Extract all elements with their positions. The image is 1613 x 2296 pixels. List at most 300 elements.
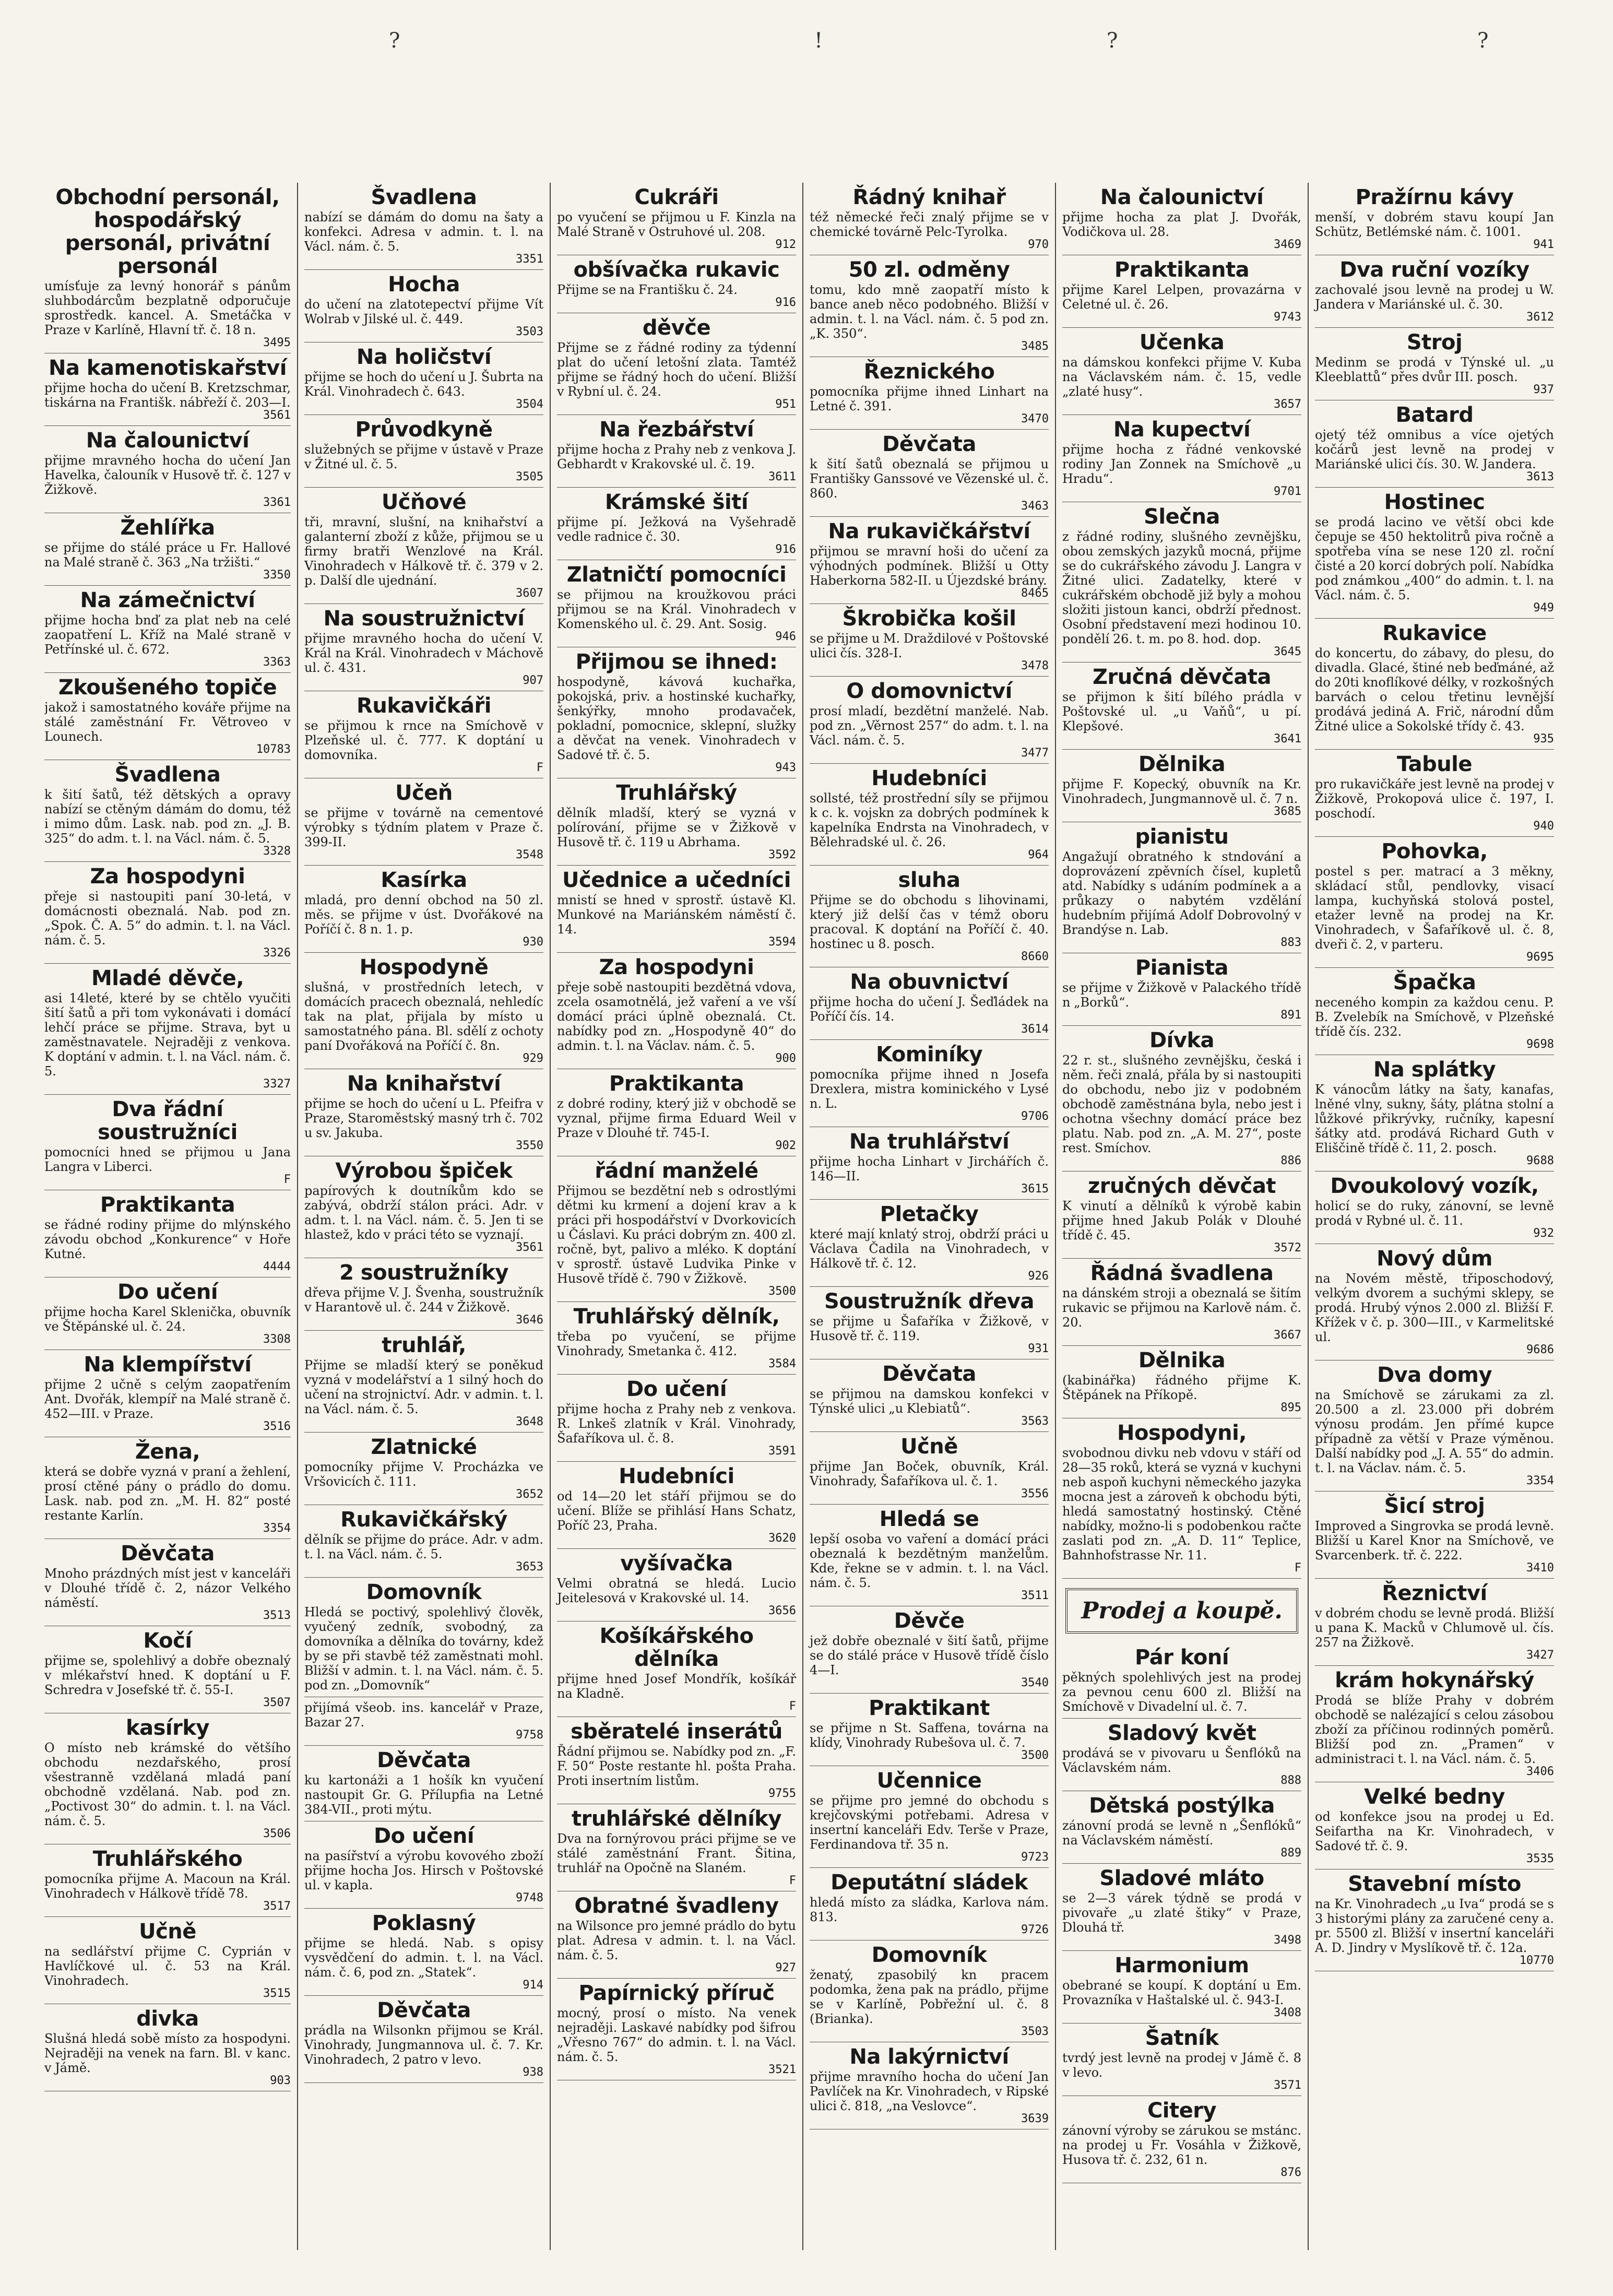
ad-number: 3652: [516, 1488, 543, 1501]
ad-heading: vyšívačka: [620, 1552, 733, 1576]
ad-heading: Velké bedny: [1364, 1785, 1505, 1809]
ad-heading: Za hospodyni: [90, 865, 245, 889]
ad-body: na Smíchově se zárukami za zl. 20.500 a zl. 23.000 při dobrém výnosu prodám. Jen přímé kupce případně za větší v Praze výměnou. Další nabídky pod „J. A. 55“ do admin. t. l. na Václav. nám. č. 5.: [1315, 1388, 1554, 1475]
ad-heading: Na čalounictví: [1100, 185, 1264, 209]
classified-ad: [1315, 1055, 1554, 1171]
ad-number: 3561: [516, 1241, 543, 1254]
classified-ad: [1062, 415, 1301, 502]
classified-ad: [810, 1766, 1049, 1868]
ad-number: 8660: [1021, 950, 1049, 963]
classified-ad: [810, 967, 1049, 1040]
classified-ad: [304, 778, 543, 866]
ad-body: K vánocům látky na šaty, kanafas, lněné vlny, sukny, šáty, plátna stolní a lůžkové přikrývky, ručníky, kapesní šátky atd. prodává Richard Guth v Eliščině třídě č. 11, 2. posch.: [1315, 1082, 1554, 1155]
ad-heading: Učednice a učedníci: [562, 868, 791, 892]
ad-number: 907: [523, 674, 543, 687]
ad-number: 3620: [768, 1532, 796, 1545]
ad-heading: Zručná děvčata: [1093, 665, 1271, 689]
page-mark: ?: [1477, 29, 1489, 53]
classified-ad: [810, 1359, 1049, 1432]
ad-number: 3657: [1274, 398, 1301, 411]
classified-ad: [557, 953, 796, 1069]
classified-ad: [1315, 1579, 1554, 1666]
classified-ad: [557, 866, 796, 953]
ad-heading: Na lakýrnictví: [849, 2045, 1009, 2069]
ad-body: se přijme u M. Draždilové v Poštovské ulici čís. 328-I.: [810, 631, 1049, 660]
classified-ad: [304, 1909, 543, 1996]
ad-body: se řádné rodiny přijme do mlýnského závodu obchod „Konkurence“ v Hoře Kutné.: [44, 1217, 291, 1261]
ad-body: přijme se hoch do učení u J. Šubrta na Král. Vinohradech č. 643.: [304, 370, 543, 399]
ad-body: přijme hocha Karel Sklenička, obuvník ve Štěpánské ul. č. 24.: [44, 1305, 291, 1334]
classified-ad: [810, 1505, 1049, 1606]
classified-ad: [44, 673, 291, 760]
ad-heading: zručných děvčat: [1087, 1174, 1276, 1198]
ad-heading: Řeznictví: [1382, 1581, 1487, 1605]
ad-body: zánovní výroby se zárukou se mstánc. na prodej u Fr. Vosáhla v Žižkově, Husova tř. č. 232, 61 n.: [1062, 2123, 1301, 2167]
classified-ad: [1062, 255, 1301, 328]
ad-body: přijme hocha do učení B. Kretzschmar, tiskárna na Františk. nábřeží č. 203—I.: [44, 381, 291, 410]
ad-heading: O domovnictví: [846, 679, 1012, 703]
ad-number: 3495: [263, 336, 291, 349]
classified-ad: [44, 1350, 291, 1437]
ad-body: přijme hocha z Prahy neb z venkova. R. Lnkeš zlatník v Král. Vinohrady, Šafaříkova ul. č. 8.: [557, 1402, 796, 1446]
ad-number: 3500: [1021, 1749, 1049, 1762]
classified-ad: [1315, 183, 1554, 255]
classified-ad: [557, 1891, 796, 1979]
ad-number: 9755: [768, 1787, 796, 1800]
ad-body: přeje si nastoupiti paní 30-letá, v domácnosti obeznalá. Nab. pod zn. „Spok. Č. A. 5“ do admin. t. l. na Václ. nám. č. 5.: [44, 889, 291, 948]
ad-number: 3469: [1274, 238, 1301, 251]
ad-body: k šití šatů, též dětských a opravy nabízí se ctěným dámám do domu, též i mimo dům. Lask. nab. pod zn. „J. B. 325“ do adm. t. l. na Václ. nám. č. 5.: [44, 787, 291, 846]
ad-body: hospodyně, kávová kuchařka, pokojská, priv. a hostinské kuchařky, šenkýřky, mnoho prodavaček, pokladní, pomocnice, sklepní, služky a děvčat na venek. Vinohradech v Sadové tř. č. 5.: [557, 674, 796, 762]
classified-ad: [44, 1844, 291, 1917]
classified-ad: [810, 866, 1049, 967]
ad-number: 3503: [1021, 2025, 1049, 2038]
ad-number: 891: [1280, 1009, 1301, 1022]
ad-heading: Hocha: [388, 273, 460, 297]
classified-ad: [1315, 750, 1554, 837]
ad-number: 3463: [1021, 500, 1049, 513]
ad-body: papírových k doutníkům kdo se zabývá, obdrží stálon práci. Adr. v adm. t. l. na Václ. nám. č. 5. Jen ti se hlastež, kdo v práci této se vyznají.: [304, 1183, 543, 1242]
ad-body: přijme hocha bnď za plat neb na celé zaopatření L. Kříž na Malé straně v Petřínské ul. č. 672.: [44, 613, 291, 657]
ad-body: Řádní přijmou se. Nabídky pod zn. „F. F. 50“ Poste restante hl. pošta Praha. Proti insertním listům.: [557, 1744, 796, 1788]
classified-ad: [1062, 1864, 1301, 1951]
ad-heading: Harmonium: [1114, 1954, 1249, 1978]
ad-body: přijme hned Josef Mondřík, košíkář na Kladně.: [557, 1672, 796, 1701]
ad-heading: Soustružník dřeva: [824, 1289, 1034, 1313]
ad-number: 3656: [768, 1604, 796, 1617]
classified-ad: [1062, 1346, 1301, 1418]
ad-heading: Rukavičkáři: [357, 694, 491, 718]
ad-number: 926: [1028, 1270, 1049, 1283]
ad-body: se přijme u Šafaříka v Žižkově, v Husově tř. č. 119.: [810, 1314, 1049, 1343]
classified-ad: [304, 1331, 543, 1433]
ad-number: 3354: [263, 1522, 291, 1535]
ad-number: 9726: [1021, 1923, 1049, 1936]
classified-ad: [44, 1437, 291, 1539]
ad-body: Medinm se prodá v Týnské ul. „u Kleeblattů“ přes dvůr III. posch.: [1315, 355, 1554, 384]
column-4: [802, 183, 1055, 2250]
ad-number: 931: [1028, 1342, 1049, 1355]
ad-heading: Na kamenotiskařství: [49, 356, 287, 380]
column-1: [44, 183, 297, 2250]
ad-body: pomocníka přijme A. Macoun na Král. Vinohradech v Hálkově třídě 78.: [44, 1872, 291, 1901]
ad-number: 9723: [1021, 1851, 1049, 1864]
classified-ad: [810, 764, 1049, 866]
ad-number: 3515: [263, 1987, 291, 2000]
classified-ad: [304, 342, 543, 415]
ad-body: K vinutí a dělníků k výrobě kabin přijme hned Jakub Polák v Dlouhé třídě č. 45.: [1062, 1199, 1301, 1242]
ad-body: přijme mravného hocha do učení V. Král na Král. Vinohradech v Máchově ul. č. 431.: [304, 631, 543, 675]
classified-ad: [810, 183, 1049, 255]
ad-body: asi 14leté, které by se chtělo vyučiti šití šatů a při tom vykonávati i domácí lehčí práce se přijme. Strava, byt u zaměstnavatele. Nejraději z venkova. K doptání v admin. t. l. na Václ. nám. č. 5.: [44, 991, 291, 1079]
ad-number: 916: [775, 543, 796, 556]
ad-heading: Praktikanta: [609, 1072, 744, 1096]
classified-ad: [304, 1156, 543, 1258]
ad-number: 9758: [516, 1729, 543, 1742]
classified-ad: [810, 1287, 1049, 1359]
ad-heading: sběratelé inserátů: [571, 1720, 782, 1744]
ad-body: mnistí se hned v sprostř. ústavě Kl. Munkové na Mariánském náměstí č. 14.: [557, 893, 796, 937]
ad-body: služebných se přijme v ústavě v Praze v Žitné ul. č. 5.: [304, 442, 543, 471]
classified-ad: [1315, 1360, 1554, 1492]
ad-number: 3477: [1021, 747, 1049, 760]
classified-ad: [304, 1258, 543, 1331]
ad-body: přijme Karel Lelpen, provazárna v Celetné ul. č. 26.: [1062, 282, 1301, 312]
classified-ad: [1062, 1259, 1301, 1346]
classified-ad: [304, 1433, 543, 1505]
ad-body: na Kr. Vinohradech „u Iva“ prodá se s 3 historými plány za zaručené ceny a. pr. 5500 zl. Bližší v insertní kanceláři A. D. Jindry v Myslíkově tř. č. 12a.: [1315, 1897, 1554, 1955]
ad-number: 3328: [263, 845, 291, 858]
ad-body: do učení na zlatotepectví přijme Vít Wolrab v Jilské ul. č. 449.: [304, 297, 543, 326]
ad-body: přijme pí. Ježková na Vyšehradě vedle radnice č. 30.: [557, 515, 796, 544]
classified-ad: [810, 1200, 1049, 1287]
ad-number: 3572: [1274, 1241, 1301, 1254]
ad-number: 932: [1533, 1227, 1554, 1240]
ad-body: se přijmon k šití bílého prádla v Poštovské ul. „u Vaňů“, u pí. Klepšové.: [1062, 690, 1301, 733]
classified-ad: [1062, 822, 1301, 953]
ad-body: na dámskou konfekci přijme V. Kuba na Václavském nám. č. 15, vedle „zlaté husy“.: [1062, 355, 1301, 399]
ad-heading: Praktikanta: [100, 1193, 235, 1217]
ad-number: 8465: [1021, 587, 1049, 600]
classified-ad: [44, 2004, 291, 2091]
ad-body: přijme hocha z Prahy neb z venkova J. Gebhardt v Krakovské ul. č. 19.: [557, 442, 796, 471]
ad-number: 3351: [516, 253, 543, 266]
ad-heading: Praktikant: [869, 1696, 990, 1720]
ad-heading: Tabule: [1396, 752, 1473, 776]
ad-body: lepší osoba vo vaření a domácí práci obeznalá k bezdětným manželům. Kde, řekne se v admin. t. l. na Václ. nám. č. 5.: [810, 1532, 1049, 1590]
ad-heading: Učňové: [381, 490, 467, 514]
ad-heading: obšívačka rukavic: [573, 258, 780, 282]
ad-number: 3517: [263, 1900, 291, 1913]
column-2: [297, 183, 550, 2250]
ad-heading: Truhlářský: [616, 781, 737, 805]
ad-body: (kabinářka) řádného přijme K. Štěpánek na Příkopě.: [1062, 1373, 1301, 1402]
ad-heading: Děvčata: [121, 1542, 215, 1566]
classified-ad: [304, 953, 543, 1069]
ad-body: ženatý, zpasobilý kn pracem podomka, žena pak na prádlo, přijme se v Karlíně, Pobřežní ul. č. 8 (Brianka).: [810, 1968, 1049, 2026]
ad-heading: krám hokynářský: [1335, 1668, 1534, 1693]
ad-heading: Zkoušeného topiče: [58, 676, 277, 700]
ad-number: F: [283, 1173, 291, 1186]
ad-heading: Dva ruční vozíky: [1339, 258, 1529, 282]
ad-number: 3641: [1274, 732, 1301, 745]
ad-heading: sluha: [898, 868, 960, 892]
ad-number: 937: [1533, 383, 1554, 396]
ad-body: se přijmou na damskou konfekci v Týnské ulici „u Klebiatů“.: [810, 1387, 1049, 1416]
ad-heading: Na obuvnictví: [850, 970, 1009, 994]
page-mark: !: [814, 29, 823, 53]
ad-number: 3646: [516, 1313, 543, 1327]
classified-ad: [1062, 953, 1301, 1026]
ad-body: přijme hocha Linhart v Jirchářích č. 146—II.: [810, 1154, 1049, 1183]
classified-ad: [557, 560, 796, 647]
ad-number: 3478: [1021, 659, 1049, 672]
ad-heading: Šatník: [1145, 2026, 1219, 2050]
ad-number: 3556: [1021, 1487, 1049, 1500]
ad-number: 916: [775, 296, 796, 309]
ad-body: přijme F. Kopecký, obuvník na Kr. Vinohradech, Jungmannově ul. č. 7 n.: [1062, 777, 1301, 806]
ad-number: 3594: [768, 936, 796, 949]
classified-ad: [557, 1069, 796, 1156]
classified-ad: [557, 1622, 796, 1717]
ad-body: Mnoho prázdných míst jest v kanceláři v Dlouhé třídě č. 2, názor Velkého náměstí.: [44, 1566, 291, 1610]
ad-number: 3500: [768, 1285, 796, 1298]
ad-heading: Na truhlářství: [849, 1130, 1010, 1154]
ad-heading: Hudebníci: [871, 766, 987, 790]
classified-ad: [1315, 255, 1554, 328]
ad-number: 3505: [516, 470, 543, 483]
ad-heading: Obratné švadleny: [574, 1894, 779, 1918]
ad-heading: Na řezbářství: [599, 418, 754, 442]
ad-heading: Žena,: [135, 1440, 200, 1464]
ad-body: přeje sobě nastoupiti bezdětná vdova, zcela osamotnělá, jež vaření a ve vší domácí práci úplně obeznalá. Ct. nabídky pod zn. „Hospodyně 40“ do admin. t. l. na Václav. nám. č. 5.: [557, 980, 796, 1053]
classified-ad: [810, 1040, 1049, 1127]
classified-ad: [1315, 1782, 1554, 1869]
ad-number: 886: [1280, 1154, 1301, 1167]
classified-ad: [44, 964, 291, 1095]
classified-ad: [44, 1190, 291, 1277]
classified-ad: [557, 1549, 796, 1622]
ad-heading: Dělnika: [1138, 1348, 1226, 1372]
ad-number: 3592: [768, 848, 796, 861]
ad-number: 3427: [1526, 1649, 1554, 1662]
ad-heading: Na splátky: [1373, 1058, 1496, 1082]
ad-number: 883: [1280, 936, 1301, 949]
ad-body: v dobrém chodu se levně prodá. Bližší u pana K. Macků v Chlumově ul. čís. 257 na Žižkově.: [1315, 1606, 1554, 1650]
column-5: [1055, 183, 1308, 2250]
ad-number: 3327: [263, 1078, 291, 1091]
ad-heading: Řádný knihař: [852, 185, 1006, 209]
ad-heading: Švadlena: [371, 185, 477, 209]
ad-heading: Domovník: [366, 1580, 482, 1604]
ad-body: z dobré rodiny, který již v obchodě se vyznal, přijme firma Eduard Weil v Praze v Dlouhé tř. 745-I.: [557, 1096, 796, 1140]
ad-heading: Krámské šití: [604, 490, 749, 514]
ad-body: dělník se přijme do práce. Adr. v adm. t. l. na Václ. nám. č. 5.: [304, 1532, 543, 1561]
classified-ad: [1062, 2096, 1301, 2183]
ad-body: ku kartonáži a 1 hošík kn vyučení nastoupit Gr. G. Přílupfia na Letné 384-VII., proti mýtu.: [304, 1773, 543, 1817]
ad-heading: pianistu: [1135, 825, 1229, 849]
ad-number: 3639: [1021, 2112, 1049, 2125]
ad-heading: Hudebníci: [619, 1464, 734, 1488]
ad-heading: Řádná švadlena: [1090, 1261, 1274, 1285]
classified-ad: [1062, 502, 1301, 662]
ad-heading: Citery: [1147, 2099, 1217, 2123]
ad-body: pomocníky přijme V. Procházka ve Vršovicích č. 111.: [304, 1460, 543, 1489]
ad-body: na Novém městě, třiposchodový, velkým dvorem a suchými sklepy, se prodá. Hrubý výnos 2.000 zl. Bližší F. Křížek v č. p. 300—III., v Karmelitské ul.: [1315, 1271, 1554, 1344]
ad-heading: Děvčata: [882, 1362, 976, 1386]
ad-heading: Špačka: [1393, 971, 1476, 995]
ad-body: přijmou se mravní hoši do učení za výhodných podmínek. Bližší u Otty Haberkorna 582-II. u Újezdské brány.: [810, 544, 1049, 588]
ad-body: na sedlářství přijme C. Cyprián v Havlíčkové ul. č. 53 na Král. Vinohradech.: [44, 1944, 291, 1988]
classified-ad: [44, 426, 291, 513]
ad-body: přijme mravního hocha do učení Jan Pavlíček na Kr. Vinohradech, v Ripské ulici č. 818, „na Veslovce“.: [810, 2069, 1049, 2113]
ad-body: pomocníka přijme ihned Linhart na Letné č. 391.: [810, 384, 1049, 413]
classified-ad: [557, 1717, 796, 1804]
ad-body: postel s per. matrací a 3 měkny, skládací stůl, pendlovky, visací lampa, kuchyňská stolová postel, etažer levně na prodej na Kr. Vinohradech, v Šafaříkově ul. č. 8, dveři č. 2, v parteru.: [1315, 864, 1554, 952]
ad-number: 888: [1280, 1774, 1301, 1787]
ad-body: svobodnou divku neb vdovu v stáří od 28—35 roků, která se vyzná v kuchyni neb aspoň kuchyni německého jazyka mocna jest a zároveň k obchodu býti, hledá samostatný hostinský. Ctěné nabídky, možno-li s podobenkou račte zaslati pod zn. „A. D. 11“ Teplice, Bahnhofstrasse Nr. 11.: [1062, 1446, 1301, 1563]
ad-heading: Rukavičkářský: [340, 1508, 507, 1532]
ad-number: F: [1294, 1561, 1301, 1575]
ad-body: tomu, kdo mně zaopatří místo k bance aneb něco podobného. Bližší v admin. t. l. na Václ. nám. č. 5 pod zn. „K. 350“.: [810, 282, 1049, 341]
ad-heading: Domovník: [871, 1943, 987, 1967]
classified-ad: [1062, 1418, 1301, 1579]
ad-heading: Truhlářský dělník,: [573, 1305, 780, 1329]
classified-ad: [1315, 1666, 1554, 1782]
page-mark: ?: [389, 29, 400, 53]
ad-body: se přijmou na kroužkovou práci přijmou se na Král. Vinohradech v Komenského ul. č. 29. Ant. Sosig.: [557, 587, 796, 631]
ad-body: se přijme v Žižkově v Palackého třídě n „Borků“.: [1062, 980, 1301, 1010]
classified-ad: [44, 1917, 291, 2004]
classified-ad: [810, 1694, 1049, 1766]
ad-heading: Na holičství: [356, 345, 492, 369]
ad-number: 3485: [1021, 340, 1049, 353]
ad-number: 9686: [1526, 1343, 1554, 1356]
ad-heading: Žehlířka: [120, 516, 215, 540]
ad-body: obebrané se koupí. K doptání u Em. Provazníka v Haštalské ul. č. 943-I.: [1062, 1978, 1301, 2007]
ad-number: 4444: [263, 1260, 291, 1273]
classified-ad: [1062, 183, 1301, 255]
ad-body: na dánském stroji a obeznalá se šitím rukavic se přijmou na Karlově nám. č. 20.: [1062, 1286, 1301, 1330]
ad-number: 3516: [263, 1420, 291, 1433]
ad-heading: Do učení: [373, 1824, 475, 1848]
ad-number: 9698: [1526, 1038, 1554, 1051]
ad-body: sollsté, též prostřední síly se přijmou k c. k. vojskn za dobrých podmínek k kapelníka Endrsta na Vinohradech, v Bělehradské ul. č. 26.: [810, 791, 1049, 849]
ad-body: Přijme se na Františku č. 24.: [557, 282, 738, 297]
ad-body: Angažují obratného k stndování a doprovázení zpěvních čísel, kupletů atd. Nabídky s udáním podmínek a a průkazy o nabytém vzdělání hudebním přijímá Adolf Dobrovolný v Brandýse n. Lab.: [1062, 849, 1301, 937]
classified-ad: [304, 866, 543, 953]
classified-ad: [557, 1302, 796, 1375]
ad-heading: Výrobou špiček: [335, 1159, 513, 1183]
ad-number: 3513: [263, 1609, 291, 1622]
ad-body: pomocníka přijme ihned n Josefa Drexlera, mistra kominického v Lysé n. L.: [810, 1067, 1049, 1111]
ad-body: k šití šatů obeznalá se přijmou u Františky Ganssové ve Vězenské ul. č. 860.: [810, 457, 1049, 501]
ad-heading: Dva řádní soustružníci: [98, 1097, 238, 1144]
section-banner: Prodej a koupě.: [1065, 1588, 1298, 1634]
ad-heading: Děvčata: [377, 1748, 471, 1772]
ad-body: zachovalé jsou levně na prodej u W. Jandera v Mariánské ul. č. 30.: [1315, 282, 1554, 312]
ad-number: 3550: [516, 1139, 543, 1152]
classified-ad: [1062, 1171, 1301, 1259]
ad-number: 951: [775, 398, 796, 411]
classified-ad: [304, 1069, 543, 1156]
ad-body: přijme hocha za plat J. Dvořák, Vodičkova ul. 28.: [1062, 210, 1301, 239]
ad-number: 3548: [516, 848, 543, 861]
column-6: [1308, 183, 1560, 2250]
ad-heading: Hostinec: [1384, 490, 1485, 514]
ad-body: tři, mravní, slušní, na knihařství a galanterní zboží z kůže, přijmou se u firmy bratři Wenzlové na Král. Vinohradech v Hálkově tř. č. 379 v 2. p. Další dle ujednání.: [304, 515, 543, 588]
classified-ad: [44, 1277, 291, 1350]
ad-heading: 50 zl. odměny: [848, 258, 1010, 282]
ad-number: 3615: [1021, 1182, 1049, 1196]
ad-number: 929: [523, 1052, 543, 1065]
ad-number: 943: [775, 761, 796, 774]
ad-heading: Dívka: [1149, 1028, 1215, 1052]
classified-ad: [44, 1626, 291, 1713]
ad-heading: Švadlena: [114, 763, 221, 787]
ad-number: 903: [270, 2074, 291, 2087]
ad-number: 902: [775, 1139, 796, 1152]
classified-ad: [1062, 328, 1301, 415]
ad-number: 941: [1533, 238, 1554, 251]
ad-number: 3507: [263, 1696, 291, 1709]
page-mark: ?: [1107, 29, 1118, 53]
ad-number: 3354: [1526, 1474, 1554, 1487]
ad-body: Slušná hledá sobě místo za hospodyni. Nejraději na venek na farn. Bl. v kanc. v Jámě.: [44, 2031, 291, 2075]
ad-heading: Deputátní sládek: [831, 1871, 1028, 1895]
classified-ad: [44, 183, 291, 353]
ad-heading: Na čalounictví: [86, 429, 250, 453]
ad-number: 3406: [1526, 1765, 1554, 1778]
ad-body: do koncertu, do zábavy, do plesu, do divadla. Glacé, štiné neb beďmáné, až do 20ti knoflíkové délky, v rozkošných barvách o celou třetinu levnější prodává jediná A. Frič, národní dům Žitné ulice a Sokolské třídy č. 43.: [1315, 646, 1554, 733]
ad-number: 3571: [1274, 2079, 1301, 2092]
classified-ad: [1062, 1026, 1301, 1171]
classified-ad: [810, 1868, 1049, 1940]
classified-ad: [44, 513, 291, 586]
ad-number: 900: [775, 1052, 796, 1065]
classified-ad: [557, 1462, 796, 1549]
ad-body: přijme hocha z řádné venkovské rodiny Jan Zonnek na Smíchově „u Hradu“.: [1062, 442, 1301, 486]
ad-body: pomocníci hned se přijmou u Jana Langra v Liberci.: [44, 1145, 291, 1174]
ad-body: Přijmou se bezdětní neb s odrostlými dětmi ku krmení a dojení krav a k práci při hospodářství v Dvorkovicích u Čáslavi. Ku práci dobrým zn. 400 zl. ročně, byt, palivo a mléko. K doptání v sprostř. ústavě Ludvika Pinke v Husově třídě č. 790 v Žižkově.: [557, 1183, 796, 1286]
ad-body: přijímá všeob. ins. kancelář v Praze, Bazar 27.: [304, 1700, 543, 1730]
ad-body: přijme se, spolehlivý a dobře obeznalý v mlékařství hned. K doptání u F. Schredra v Josefské tř. č. 55-I.: [44, 1653, 291, 1697]
ad-body: Hledá se poctivý, spolehlivý člověk, vyučený zedník, svobodný, za domovníka a dělníka do továrny, kdež by se při stavbě též zaměstnati mohl. Bližší v admin. t. l. na Václ. nám. č. 5. pod zn. „Domovník“: [304, 1605, 543, 1693]
ad-heading: 2 soustružníky: [339, 1261, 508, 1285]
ad-body: 22 r. st., slušného zevnějšku, česká i něm. řeči znalá, přála by si nastoupiti do obchodu, nebo jiz v podobném obchodě zaměstnána byla, nebo jest i ochotna všechny domácí práce bez platu. Nab. pod zn. „A. M. 27“, poste rest. Smíchov.: [1062, 1053, 1301, 1155]
ad-body: která se dobře vyzná v praní a žehlení, prosí ctěné pány o prádlo do domu. Lask. nab. pod zn. „M. H. 82“ posté restante Karlín.: [44, 1464, 291, 1523]
ad-body: Přijme se mladší který se poněkud vyzná v modelářství a 1 silný hoch do učení na strojnictví. Adr. v admin. t. l. na Václ. nám. č. 5.: [304, 1358, 543, 1416]
ad-body: přijme se hledá. Nab. s opisy vysvědčení do admin. t. l. na Václ. nám. č. 6, pod zn. „Statek“.: [304, 1936, 543, 1980]
classified-ad: [810, 1432, 1049, 1505]
ad-number: 9688: [1526, 1154, 1554, 1167]
ad-number: 3363: [263, 656, 291, 669]
ad-heading: divka: [136, 2007, 199, 2031]
ad-heading: Zlatnické: [371, 1435, 477, 1459]
ad-heading: Šicí stroj: [1384, 1494, 1485, 1518]
classified-ad: [1062, 1643, 1301, 1719]
classified-ad: [810, 255, 1049, 357]
ad-number: 3561: [263, 409, 291, 422]
classified-ad: [1315, 1492, 1554, 1579]
ad-number: 3503: [516, 325, 543, 338]
classified-ad: [44, 1539, 291, 1626]
classified-columns: [44, 183, 1561, 2250]
ad-heading: Do učení: [117, 1280, 218, 1304]
ad-number: 949: [1533, 601, 1554, 614]
ad-heading: Slečna: [1144, 505, 1220, 529]
ad-heading: Pianista: [1135, 956, 1229, 980]
